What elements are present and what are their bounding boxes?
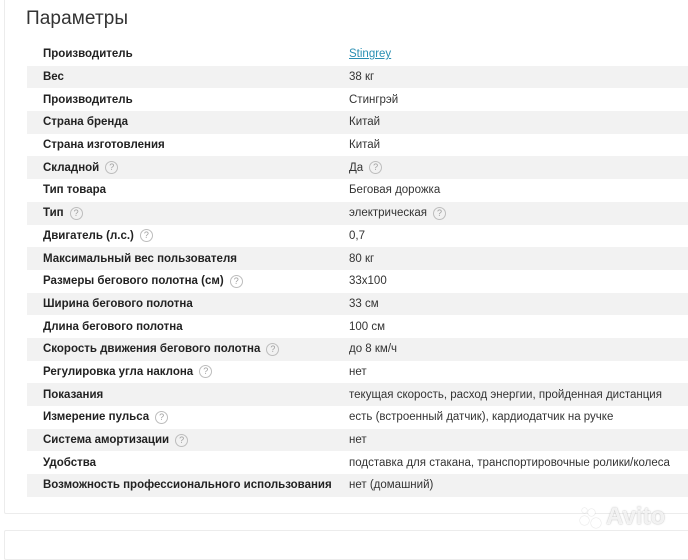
param-value	[349, 184, 688, 196]
avito-watermark-text: Avito	[606, 503, 666, 530]
param-key	[27, 71, 349, 83]
param-row	[27, 225, 688, 248]
param-key	[27, 253, 349, 265]
param-value	[349, 71, 688, 83]
param-value	[349, 161, 688, 174]
param-key-label: Показания	[43, 388, 104, 401]
param-key-label: Размеры бегового полотна (см)	[43, 275, 224, 288]
param-row	[27, 315, 688, 338]
param-value-text: электрическая	[349, 207, 428, 220]
param-key-label: Возможность профессионального использования	[43, 479, 332, 492]
param-value-text: 0,7	[349, 229, 365, 242]
param-key-label: Ширина бегового полотна	[43, 297, 193, 310]
param-value-text: нет	[349, 434, 367, 447]
param-key	[27, 457, 349, 469]
help-question-icon[interactable]: ?	[433, 207, 446, 220]
help-question-icon[interactable]: ?	[199, 365, 212, 378]
next-card	[4, 530, 688, 560]
avito-logo-icon	[580, 506, 602, 528]
param-value-text: нет	[349, 365, 367, 378]
param-key	[27, 116, 349, 128]
param-key	[27, 161, 349, 174]
param-value-text: текущая скорость, расход энергии, пройденная дистанция	[349, 388, 662, 401]
param-value-text: до 8 км/ч	[349, 343, 398, 356]
help-question-icon[interactable]: ?	[155, 411, 168, 424]
param-value	[349, 366, 688, 378]
param-key-label: Скорость движения бегового полотна	[43, 343, 261, 356]
help-question-icon[interactable]: ?	[230, 275, 243, 288]
param-value-text: 33 см	[349, 297, 379, 310]
param-value	[349, 94, 688, 106]
help-question-icon[interactable]: ?	[140, 229, 153, 242]
param-value-text: 80 кг	[349, 252, 375, 265]
help-question-icon[interactable]: ?	[175, 434, 188, 447]
avito-watermark	[580, 500, 680, 534]
param-row	[27, 451, 688, 474]
param-key	[27, 411, 349, 424]
param-row	[27, 179, 688, 202]
param-row	[27, 134, 688, 157]
param-key	[27, 229, 349, 242]
param-value	[349, 343, 688, 355]
param-row	[27, 293, 688, 316]
manufacturer-link[interactable]: Stingrey	[349, 48, 392, 61]
param-row	[27, 156, 688, 179]
param-key	[27, 94, 349, 106]
param-key-label: Складной	[43, 161, 100, 174]
param-key-label: Производитель	[43, 93, 133, 106]
param-value	[349, 275, 688, 287]
param-key	[27, 434, 349, 447]
param-value-text: 38 кг	[349, 71, 375, 84]
param-value-text: Беговая дорожка	[349, 184, 441, 197]
param-key-label: Регулировка угла наклона	[43, 365, 194, 378]
parameters-table	[27, 43, 688, 497]
param-row	[27, 111, 688, 134]
param-row	[27, 474, 688, 497]
param-key-label: Удобства	[43, 456, 97, 469]
param-value-text: Да	[349, 161, 364, 174]
param-key	[27, 365, 349, 378]
param-key-label: Страна изготовления	[43, 139, 165, 152]
param-value	[349, 389, 688, 401]
param-key-label: Максимальный вес пользователя	[43, 252, 237, 265]
param-value-text: Стингрэй	[349, 93, 399, 106]
param-key	[27, 479, 349, 491]
param-key	[27, 207, 349, 220]
param-value	[349, 48, 688, 60]
param-value-text: 100 см	[349, 320, 386, 333]
help-question-icon[interactable]: ?	[105, 161, 118, 174]
param-key-label: Система амортизации	[43, 434, 170, 447]
param-key-label: Двигатель (л.с.)	[43, 229, 134, 242]
param-value	[349, 116, 688, 128]
param-row	[27, 338, 688, 361]
help-question-icon[interactable]: ?	[369, 161, 382, 174]
param-key	[27, 389, 349, 401]
param-row	[27, 66, 688, 89]
param-key	[27, 48, 349, 60]
param-key-label: Тип товара	[43, 184, 107, 197]
param-row	[27, 43, 688, 66]
param-value	[349, 321, 688, 333]
param-row	[27, 361, 688, 384]
param-row	[27, 202, 688, 225]
param-row	[27, 247, 688, 270]
help-question-icon[interactable]: ?	[266, 343, 279, 356]
param-value	[349, 479, 688, 491]
param-value	[349, 139, 688, 151]
param-value-text: подставка для стакана, транспортировочные ролики/колеса	[349, 456, 670, 469]
param-row	[27, 406, 688, 429]
param-key	[27, 321, 349, 333]
param-row	[27, 270, 688, 293]
param-value	[349, 207, 688, 220]
param-key	[27, 275, 349, 288]
param-key	[27, 298, 349, 310]
param-value	[349, 253, 688, 265]
param-key	[27, 343, 349, 356]
param-row	[27, 88, 688, 111]
param-row	[27, 383, 688, 406]
param-key-label: Измерение пульса	[43, 411, 150, 424]
param-value-text: 33x100	[349, 275, 387, 288]
param-row	[27, 429, 688, 452]
param-value-text: нет (домашний)	[349, 479, 434, 492]
param-value-text: Китай	[349, 139, 381, 152]
param-key	[27, 184, 349, 196]
section-title: Параметры	[26, 8, 129, 29]
help-question-icon[interactable]: ?	[70, 207, 83, 220]
param-key-label: Страна бренда	[43, 116, 129, 129]
parameters-card	[4, 0, 688, 514]
param-key-label: Тип	[43, 207, 64, 220]
param-key-label: Длина бегового полотна	[43, 320, 183, 333]
param-value	[349, 434, 688, 446]
param-key-label: Производитель	[43, 48, 133, 61]
param-value-text: Китай	[349, 116, 381, 129]
param-value	[349, 457, 688, 469]
param-value	[349, 230, 688, 242]
param-value-text: есть (встроенный датчик), кардиодатчик на ручке	[349, 411, 614, 424]
param-value	[349, 298, 688, 310]
param-key-label: Вес	[43, 71, 64, 84]
param-key	[27, 139, 349, 151]
param-value	[349, 411, 688, 423]
